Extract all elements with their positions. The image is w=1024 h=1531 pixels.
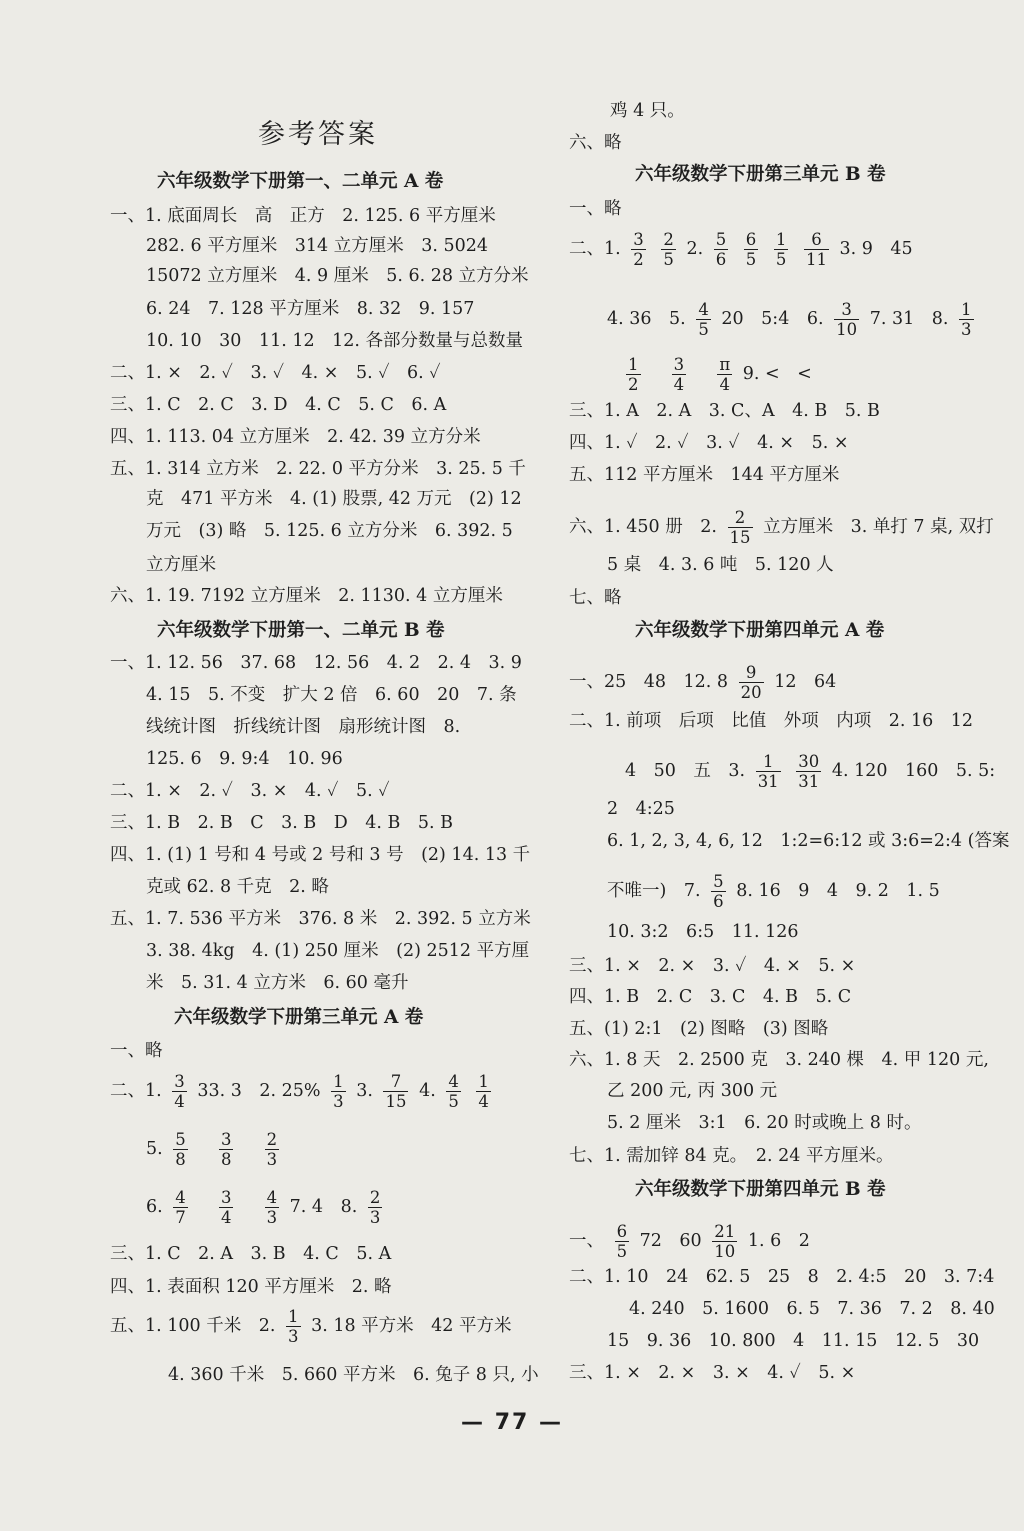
fraction-numerator: 1 — [961, 300, 972, 319]
answer-line-fractions — [621, 355, 812, 394]
fraction-numerator: 4 — [448, 1072, 459, 1091]
fraction-denominator: 2 — [633, 250, 644, 269]
line-text: 4. 120 160 5. 5: — [831, 761, 996, 781]
fraction — [173, 1188, 188, 1227]
answer-line: 三、1. C 2. C 3. D 4. C 5. C 6. A — [110, 395, 447, 415]
fraction — [631, 230, 646, 269]
answer-line: 四、1. (1) 1 号和 4 号或 2 号和 3 号 (2) 14. 13 千 — [110, 845, 531, 865]
fraction-numerator: 3 — [834, 300, 859, 320]
fraction-denominator: 4 — [220, 1208, 232, 1227]
fraction-denominator: 3 — [266, 1208, 278, 1227]
fraction-denominator: 10 — [714, 1242, 736, 1261]
fraction-denominator: 5 — [745, 250, 757, 269]
fraction — [476, 1072, 491, 1111]
fraction-denominator: 3 — [288, 1327, 299, 1346]
answer-line: 2 4:25 — [607, 799, 675, 819]
answer-line: 一、略 — [569, 199, 622, 219]
line-text: 3. — [356, 1081, 373, 1101]
fraction-numerator: 2 — [663, 230, 674, 249]
answer-line-fractions — [569, 1222, 810, 1261]
answer-line: 6. 1, 2, 3, 4, 6, 12 1:2=6:12 或 3:6=2:4 (答案 — [607, 831, 1010, 851]
fraction — [714, 230, 729, 269]
line-text: 不唯一) 7. — [607, 881, 701, 901]
fraction-denominator: 5 — [775, 250, 787, 269]
line-text: 六、1. 450 册 2. — [569, 517, 717, 537]
fraction-denominator: 3 — [961, 320, 972, 339]
answer-line: 立方厘米 — [146, 555, 216, 575]
answer-line: 五、(1) 2:1 (2) 图略 (3) 图略 — [569, 1019, 829, 1039]
fraction — [739, 663, 764, 702]
fraction-numerator: 7 — [383, 1072, 408, 1092]
line-text: 1. 6 2 — [747, 1231, 810, 1251]
fraction — [446, 1072, 461, 1111]
line-text: 五、1. 100 千米 2. — [110, 1316, 276, 1336]
fraction-denominator: 31 — [757, 772, 779, 791]
fraction-numerator: 5 — [175, 1130, 186, 1149]
fraction-numerator: 3 — [673, 355, 685, 374]
line-text: 33. 3 2. 25% — [197, 1081, 321, 1101]
fraction-numerator: π — [719, 355, 731, 374]
answer-line: 万元 (3) 略 5. 125. 6 立方分米 6. 392. 5 — [146, 521, 513, 541]
line-text: 8. 16 9 4 9. 2 1. 5 — [736, 881, 940, 901]
line-text: 4. 36 5. — [607, 309, 686, 329]
line-text: 3. 18 平方米 42 平方米 — [311, 1316, 512, 1336]
fraction — [804, 230, 829, 269]
section-heading: 六年级数学下册第四单元 A 卷 — [635, 620, 885, 641]
fraction-denominator: 4 — [174, 1092, 185, 1111]
answer-line: 一、略 — [110, 1041, 163, 1061]
fraction-denominator: 5 — [663, 250, 674, 269]
fraction-numerator: 2 — [369, 1188, 381, 1207]
answer-line: 15072 立方厘米 4. 9 厘米 5. 6. 28 立方分米 — [146, 266, 529, 286]
line-text: 4 50 五 3. — [625, 761, 746, 781]
fraction-denominator: 2 — [628, 375, 639, 394]
fraction-denominator: 6 — [715, 250, 727, 269]
line-text: 3. 9 45 — [839, 239, 913, 259]
fraction — [368, 1188, 383, 1227]
fraction-denominator: 8 — [175, 1150, 186, 1169]
page-number: — 77 — — [461, 1410, 563, 1435]
answer-line: 六、略 — [569, 133, 622, 153]
fraction-numerator: 1 — [756, 752, 781, 772]
line-text: 立方厘米 3. 单打 7 桌, 双打 — [763, 517, 994, 537]
answer-line: 四、1. 表面积 120 平方厘米 2. 略 — [110, 1277, 392, 1297]
fraction-numerator: 1 — [628, 355, 639, 374]
fraction-denominator: 10 — [836, 320, 858, 339]
fraction-denominator: 3 — [369, 1208, 381, 1227]
answer-line: 二、1. 前项 后项 比值 外项 内项 2. 16 12 — [569, 711, 974, 731]
fraction-numerator: 5 — [713, 872, 724, 891]
fraction — [219, 1130, 234, 1169]
fraction-numerator: 21 — [714, 1222, 736, 1241]
fraction — [219, 1188, 234, 1227]
fraction-numerator: 3 — [633, 230, 644, 249]
line-text: 一、25 48 12. 8 — [569, 672, 729, 692]
fraction-numerator: 9 — [739, 663, 764, 683]
fraction-denominator: 3 — [333, 1092, 344, 1111]
fraction-denominator: 15 — [729, 528, 751, 547]
fraction-numerator: 4 — [698, 300, 709, 319]
answer-line-fractions — [110, 1072, 496, 1111]
fraction-numerator: 4 — [266, 1188, 278, 1207]
fraction-denominator: 15 — [385, 1092, 407, 1111]
answer-line: 克或 62. 8 千克 2. 略 — [146, 877, 329, 897]
answer-line: 一、1. 12. 56 37. 68 12. 56 4. 2 2. 4 3. 9 — [110, 653, 522, 673]
line-text: 7. 4 8. — [289, 1197, 358, 1217]
answer-line: 一、1. 底面周长 高 正方 2. 125. 6 平方厘米 — [110, 206, 496, 226]
fraction-denominator: 3 — [266, 1150, 278, 1169]
answer-line: 4. 360 千米 5. 660 平方米 6. 兔子 8 只, 小 — [168, 1365, 539, 1385]
fraction — [711, 872, 726, 911]
answer-line: 5. 2 厘米 3:1 6. 20 时或晚上 8 时。 — [607, 1113, 922, 1133]
line-text: 20 5:4 6. — [721, 309, 824, 329]
fraction — [717, 355, 732, 394]
answer-line: 三、1. A 2. A 3. C、A 4. B 5. B — [569, 401, 880, 421]
answer-line: 鸡 4 只。 — [610, 101, 685, 121]
answer-line-fractions — [110, 1307, 512, 1346]
fraction-denominator: 5 — [616, 1242, 628, 1261]
fraction — [744, 230, 759, 269]
answer-line: 六、1. 19. 7192 立方厘米 2. 1130. 4 立方厘米 — [110, 586, 503, 606]
fraction-numerator: 1 — [288, 1307, 299, 1326]
answer-line: 三、1. C 2. A 3. B 4. C 5. A — [110, 1244, 392, 1264]
fraction-numerator: 1 — [775, 230, 787, 249]
answer-line: 七、1. 需加锌 84 克。 2. 24 平方厘米。 — [569, 1146, 894, 1166]
answer-line: 乙 200 元, 丙 300 元 — [607, 1081, 778, 1101]
fraction-numerator: 6 — [616, 1222, 628, 1241]
answer-line: 二、1. × 2. ✓ 3. × 4. ✓ 5. ✓ — [110, 781, 390, 801]
fraction — [774, 230, 789, 269]
fraction-numerator: 1 — [478, 1072, 489, 1091]
answer-line: 四、1. 113. 04 立方厘米 2. 42. 39 立方分米 — [110, 427, 481, 447]
fraction-numerator: 6 — [745, 230, 757, 249]
line-text: 二、1. — [110, 1081, 162, 1101]
fraction — [834, 300, 859, 339]
answer-line-fractions — [569, 230, 913, 269]
answer-line: 15 9. 36 10. 800 4 11. 15 12. 5 30 — [607, 1331, 980, 1351]
answer-line: 282. 6 平方厘米 314 立方厘米 3. 5024 — [146, 236, 488, 256]
fraction-denominator: 4 — [719, 375, 730, 394]
answer-line: 五、1. 7. 536 平方米 376. 8 米 2. 392. 5 立方米 — [110, 909, 531, 929]
answer-line-fractions — [146, 1188, 387, 1227]
fraction-denominator: 5 — [698, 320, 709, 339]
answer-line: 线统计图 折线统计图 扇形统计图 8. — [146, 717, 461, 737]
fraction-numerator: 4 — [175, 1188, 186, 1207]
fraction-denominator: 4 — [478, 1092, 489, 1111]
fraction — [265, 1188, 280, 1227]
fraction — [331, 1072, 346, 1111]
answer-line: 四、1. B 2. C 3. C 4. B 5. C — [569, 987, 852, 1007]
fraction — [626, 355, 641, 394]
answer-line-fractions — [569, 663, 836, 702]
fraction-numerator: 3 — [220, 1130, 232, 1149]
answer-line: 3. 38. 4kg 4. (1) 250 厘米 (2) 2512 平方厘 — [146, 941, 530, 961]
answer-line: 五、112 平方厘米 144 平方厘米 — [569, 465, 840, 485]
fraction-numerator: 6 — [804, 230, 829, 250]
fraction — [696, 300, 711, 339]
section-heading: 六年级数学下册第四单元 B 卷 — [635, 1179, 886, 1200]
answer-line-fractions — [146, 1130, 284, 1169]
line-text: 6. — [146, 1197, 163, 1217]
line-text: 12 64 — [774, 672, 837, 692]
line-text: 5. — [146, 1139, 163, 1159]
fraction — [672, 355, 687, 394]
line-text: 72 60 — [639, 1231, 702, 1251]
answer-line: 米 5. 31. 4 立方米 6. 60 毫升 — [146, 973, 409, 993]
answer-line: 克 471 平方米 4. (1) 股票, 42 万元 (2) 12 — [146, 489, 522, 509]
answer-line: 三、1. × 2. × 3. ✓ 4. × 5. × — [569, 956, 856, 976]
line-text: 二、1. — [569, 239, 621, 259]
page-title: 参考答案 — [258, 119, 378, 150]
fraction — [756, 752, 781, 791]
fraction — [728, 508, 753, 547]
answer-line: 10. 10 30 11. 12 12. 各部分数量与总数量 — [146, 331, 523, 351]
fraction-numerator: 1 — [333, 1072, 344, 1091]
fraction-numerator: 5 — [715, 230, 727, 249]
answer-line: 二、1. × 2. ✓ 3. ✓ 4. × 5. ✓ 6. ✓ — [110, 363, 441, 383]
answer-line: 5 桌 4. 3. 6 吨 5. 120 人 — [607, 555, 834, 575]
fraction-numerator: 30 — [798, 752, 820, 771]
answer-line: 三、1. × 2. × 3. × 4. ✓ 5. × — [569, 1363, 856, 1383]
fraction — [712, 1222, 737, 1261]
fraction — [265, 1130, 280, 1169]
line-text: 一、 — [569, 1231, 604, 1251]
answer-line: 六、1. 8 天 2. 2500 克 3. 240 棵 4. 甲 120 元, — [569, 1050, 989, 1070]
answer-line: 四、1. ✓ 2. ✓ 3. ✓ 4. × 5. × — [569, 433, 849, 453]
fraction — [383, 1072, 408, 1111]
fraction — [173, 1130, 188, 1169]
fraction-denominator: 5 — [448, 1092, 459, 1111]
fraction-denominator: 8 — [220, 1150, 232, 1169]
fraction-denominator: 31 — [798, 772, 820, 791]
fraction-denominator: 6 — [713, 892, 724, 911]
answer-line: 10. 3:2 6:5 11. 126 — [607, 922, 799, 942]
answer-line: 七、略 — [569, 588, 622, 608]
answer-line: 五、1. 314 立方米 2. 22. 0 平方分米 3. 25. 5 千 — [110, 459, 526, 479]
section-heading: 六年级数学下册第三单元 A 卷 — [174, 1007, 424, 1028]
answer-line-fractions — [607, 872, 940, 911]
fraction — [796, 752, 821, 791]
answer-line: 6. 24 7. 128 平方厘米 8. 32 9. 157 — [146, 299, 475, 319]
fraction-numerator: 2 — [266, 1130, 278, 1149]
line-text: 4. — [419, 1081, 436, 1101]
fraction-numerator: 2 — [728, 508, 753, 528]
fraction-denominator: 11 — [805, 250, 827, 269]
line-text: 9. < < — [742, 364, 812, 384]
line-text: 7. 31 8. — [869, 309, 949, 329]
fraction — [286, 1307, 301, 1346]
answer-line: 三、1. B 2. B C 3. B D 4. B 5. B — [110, 813, 454, 833]
fraction-denominator: 4 — [673, 375, 685, 394]
answer-line-fractions — [625, 752, 995, 791]
answer-line-fractions — [607, 300, 979, 339]
fraction-denominator: 20 — [740, 683, 762, 702]
fraction — [615, 1222, 630, 1261]
fraction-denominator: 7 — [175, 1208, 186, 1227]
section-heading: 六年级数学下册第一、二单元 A 卷 — [157, 171, 444, 192]
fraction-numerator: 3 — [174, 1072, 185, 1091]
fraction — [172, 1072, 187, 1111]
fraction — [959, 300, 974, 339]
answer-line: 125. 6 9. 9:4 10. 96 — [146, 749, 343, 769]
fraction — [661, 230, 676, 269]
line-text: 2. — [686, 239, 704, 259]
section-heading: 六年级数学下册第三单元 B 卷 — [635, 164, 886, 185]
answer-line: 二、1. 10 24 62. 5 25 8 2. 4:5 20 3. 7:4 — [569, 1267, 995, 1287]
answer-line: 4. 240 5. 1600 6. 5 7. 36 7. 2 8. 40 — [629, 1299, 995, 1319]
section-heading: 六年级数学下册第一、二单元 B 卷 — [157, 620, 445, 641]
answer-line: 4. 15 5. 不变 扩大 2 倍 6. 60 20 7. 条 — [146, 685, 517, 705]
fraction-numerator: 3 — [220, 1188, 232, 1207]
answer-line-fractions — [569, 508, 994, 547]
